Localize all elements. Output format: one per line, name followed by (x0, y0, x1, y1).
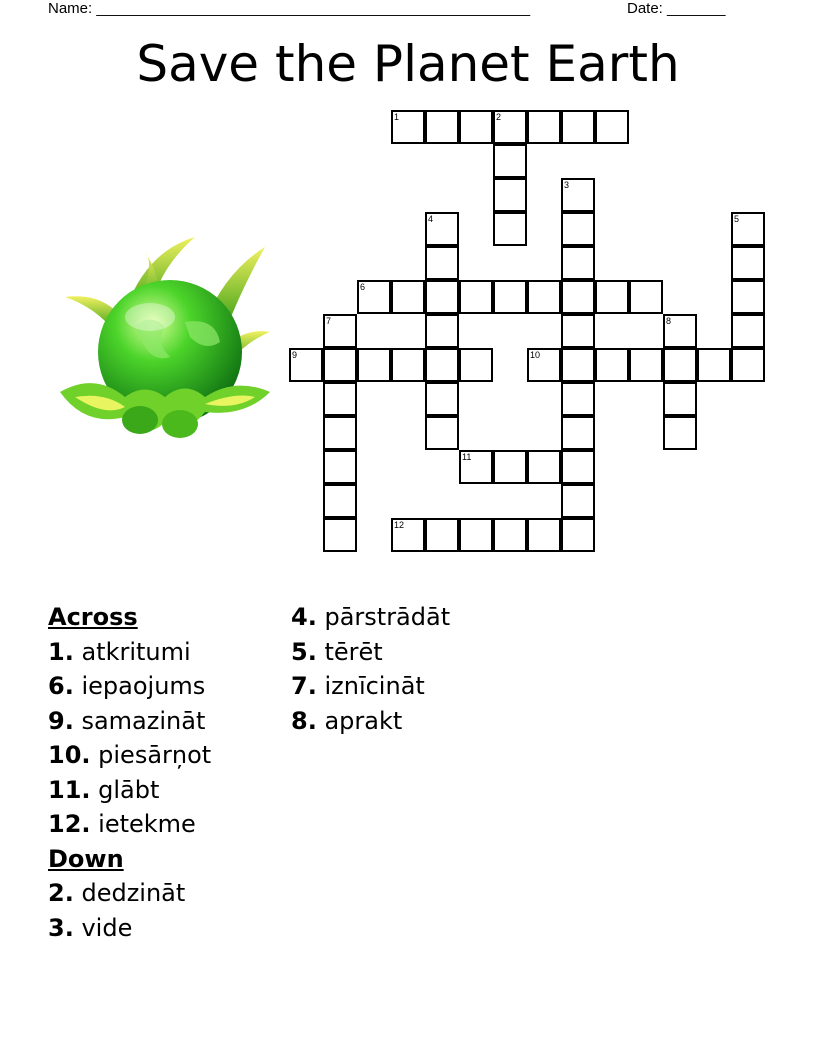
grid-cell[interactable] (459, 518, 493, 552)
clue-number: 9. (48, 706, 74, 735)
grid-cell[interactable] (527, 280, 561, 314)
clue-text: atkritumi (81, 637, 191, 666)
clue-text: ietekme (98, 810, 196, 838)
clue-number: 10 (530, 350, 541, 360)
clue-text: aprakt (324, 706, 403, 735)
clue-item (48, 807, 211, 842)
grid-cell[interactable] (561, 212, 595, 246)
down-heading: Down (48, 844, 124, 873)
clue-number: 5. (291, 637, 317, 666)
clue-item (48, 669, 211, 704)
grid-cell[interactable] (425, 416, 459, 450)
grid-cell[interactable] (663, 348, 697, 382)
grid-cell[interactable] (391, 348, 425, 382)
grid-cell[interactable] (425, 280, 459, 314)
clue-number: 12 (394, 520, 405, 530)
grid-cell[interactable] (323, 518, 357, 552)
grid-cell[interactable] (323, 348, 357, 382)
grid-cell[interactable] (663, 416, 697, 450)
grid-cell[interactable] (425, 110, 459, 144)
clue-item (48, 773, 211, 808)
clue-text: glābt (98, 775, 160, 804)
grid-cell[interactable] (731, 246, 765, 280)
grid-cell[interactable] (391, 110, 425, 144)
earth-globe-image (55, 232, 275, 447)
clue-item (291, 635, 450, 670)
clue-number: 6. (48, 672, 74, 700)
grid-cell[interactable] (561, 314, 595, 348)
grid-cell[interactable] (425, 314, 459, 348)
clue-text: pārstrādāt (324, 603, 451, 631)
grid-cell[interactable] (527, 518, 561, 552)
grid-cell[interactable] (459, 280, 493, 314)
grid-cell[interactable] (493, 178, 527, 212)
clue-number: 7 (326, 316, 332, 326)
grid-cell[interactable] (629, 348, 663, 382)
grid-cell[interactable] (527, 348, 561, 382)
grid-cell[interactable] (493, 144, 527, 178)
grid-cell[interactable] (323, 416, 357, 450)
grid-cell[interactable] (323, 484, 357, 518)
grid-cell[interactable] (425, 212, 459, 246)
grid-cell[interactable] (663, 314, 697, 348)
grid-cell[interactable] (493, 110, 527, 144)
grid-cell[interactable] (357, 348, 391, 382)
across-heading: Across (48, 603, 138, 631)
grid-cell[interactable] (459, 110, 493, 144)
clue-number: 2. (48, 879, 74, 907)
grid-cell[interactable] (357, 280, 391, 314)
grid-cell[interactable] (459, 348, 493, 382)
grid-cell[interactable] (561, 484, 595, 518)
grid-cell[interactable] (289, 348, 323, 382)
grid-cell[interactable] (493, 518, 527, 552)
clue-text: iepaojums (81, 672, 206, 700)
clue-number: 2 (496, 112, 502, 122)
grid-cell[interactable] (595, 110, 629, 144)
grid-cell[interactable] (459, 450, 493, 484)
clue-item (291, 704, 450, 739)
grid-cell[interactable] (731, 212, 765, 246)
grid-cell[interactable] (595, 280, 629, 314)
grid-cell[interactable] (561, 280, 595, 314)
clue-text: samazināt (81, 706, 206, 735)
clue-number: 3. (48, 913, 74, 942)
clue-number: 8 (666, 316, 672, 326)
grid-cell[interactable] (595, 348, 629, 382)
grid-cell[interactable] (323, 382, 357, 416)
grid-cell[interactable] (561, 518, 595, 552)
grid-cell[interactable] (561, 246, 595, 280)
clue-number: 1 (394, 112, 400, 122)
grid-cell[interactable] (561, 110, 595, 144)
clue-number: 4 (428, 214, 434, 224)
name-field[interactable]: Name: ____________________________________________________ (48, 0, 531, 17)
grid-cell[interactable] (323, 314, 357, 348)
grid-cell[interactable] (527, 450, 561, 484)
grid-cell[interactable] (663, 382, 697, 416)
clue-number: 9 (292, 350, 298, 360)
clue-number: 3 (564, 180, 570, 190)
clue-number: 12. (48, 810, 91, 838)
clue-item (291, 669, 450, 704)
clue-item (291, 600, 450, 635)
grid-cell[interactable] (391, 280, 425, 314)
grid-cell[interactable] (561, 416, 595, 450)
grid-cell[interactable] (425, 348, 459, 382)
clue-text: dedzināt (81, 879, 186, 907)
clue-item (48, 876, 211, 911)
grid-cell[interactable] (561, 348, 595, 382)
grid-cell[interactable] (527, 110, 561, 144)
grid-cell[interactable] (425, 518, 459, 552)
grid-cell[interactable] (561, 450, 595, 484)
clue-number: 5 (734, 214, 740, 224)
clue-number: 11. (48, 775, 91, 804)
grid-cell[interactable] (561, 382, 595, 416)
clue-item (48, 911, 211, 946)
grid-cell[interactable] (323, 450, 357, 484)
clue-item (48, 738, 211, 773)
grid-cell[interactable] (731, 280, 765, 314)
clue-number: 1. (48, 637, 74, 666)
clue-number: 11 (462, 452, 472, 462)
clues-column-2 (291, 600, 450, 738)
clue-item (48, 635, 211, 670)
clue-number: 7. (291, 672, 317, 700)
grid-cell[interactable] (493, 212, 527, 246)
grid-cell[interactable] (425, 246, 459, 280)
date-field[interactable]: Date: _______ (627, 0, 726, 17)
clue-text: piesārņot (98, 741, 212, 769)
clue-text: vide (81, 913, 133, 942)
clue-text: tērēt (324, 637, 383, 666)
grid-cell[interactable] (493, 280, 527, 314)
grid-cell[interactable] (697, 348, 731, 382)
grid-cell[interactable] (425, 382, 459, 416)
grid-cell[interactable] (731, 314, 765, 348)
grid-cell[interactable] (561, 178, 595, 212)
clues-column-1 (48, 600, 211, 945)
page-title: Save the Planet Earth (136, 35, 680, 93)
clue-number: 10. (48, 741, 91, 769)
grid-cell[interactable] (493, 450, 527, 484)
grid-cell[interactable] (629, 280, 663, 314)
clue-number: 4. (291, 603, 317, 631)
clue-number: 6 (360, 282, 366, 292)
clue-item (48, 704, 211, 739)
clue-text: iznīcināt (324, 672, 425, 700)
grid-cell[interactable] (391, 518, 425, 552)
clue-number: 8. (291, 706, 317, 735)
grid-cell[interactable] (731, 348, 765, 382)
